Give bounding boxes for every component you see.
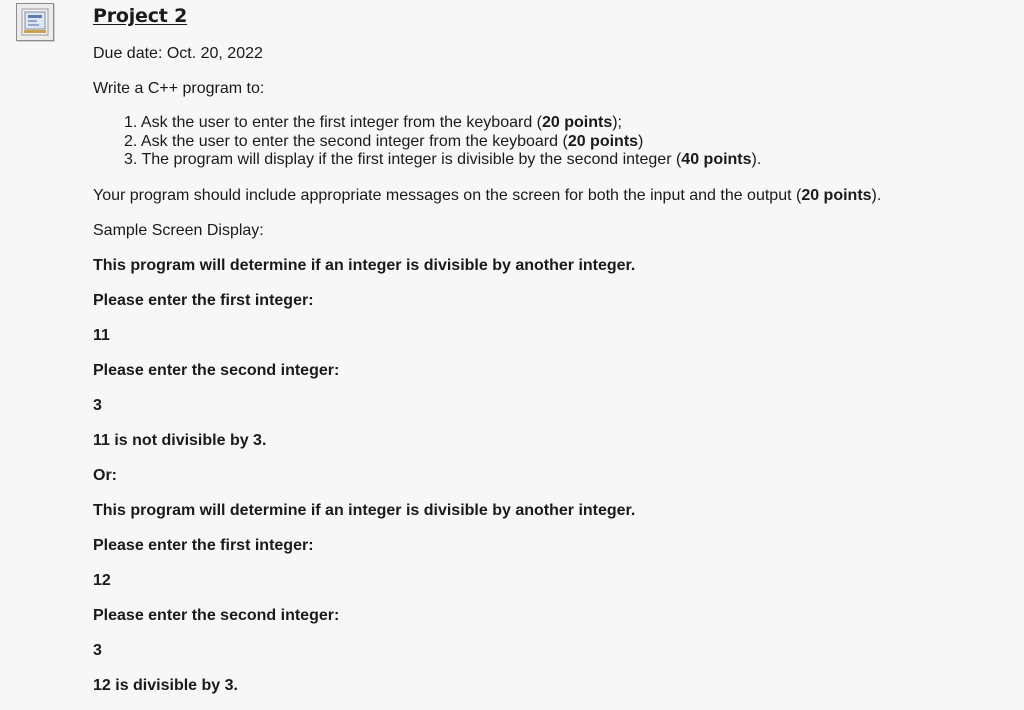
sample2-prompt-second: Please enter the second integer: <box>93 607 340 624</box>
page-title[interactable]: Project 2 <box>93 5 188 27</box>
sample2-intro: This program will determine if an integer is divisible by another integer. <box>93 502 636 519</box>
sample1-value-first: 11 <box>93 327 110 344</box>
sample1-result: 11 is not divisible by 3. <box>93 432 267 449</box>
sample1-value-second: 3 <box>93 397 102 414</box>
requirements-list <box>124 114 761 170</box>
intro-text: Write a C++ program to: <box>93 80 265 97</box>
sample2-result: 12 is divisible by 3. <box>93 677 238 694</box>
sample2-prompt-first: Please enter the first integer: <box>93 537 314 554</box>
list-item: 3. The program will display if the first integer is divisible by the second integer (40 points). <box>124 151 762 169</box>
sample-label: Sample Screen Display: <box>93 222 264 239</box>
sample2-value-second: 3 <box>93 642 102 659</box>
messages-note: Your program should include appropriate messages on the screen for both the input and the output (20 points). <box>93 187 882 204</box>
sample1-intro: This program will determine if an integer is divisible by another integer. <box>93 257 636 274</box>
list-item: 1. Ask the user to enter the first integer from the keyboard (20 points); <box>124 114 622 131</box>
sample1-prompt-second: Please enter the second integer: <box>93 362 340 379</box>
or-label: Or: <box>93 467 117 484</box>
assignment-icon <box>16 3 54 41</box>
sample1-prompt-first: Please enter the first integer: <box>93 292 314 309</box>
sample2-value-first: 12 <box>93 572 111 589</box>
due-date: Due date: Oct. 20, 2022 <box>93 45 263 62</box>
list-item: 2. Ask the user to enter the second integer from the keyboard (20 points) <box>124 132 644 150</box>
